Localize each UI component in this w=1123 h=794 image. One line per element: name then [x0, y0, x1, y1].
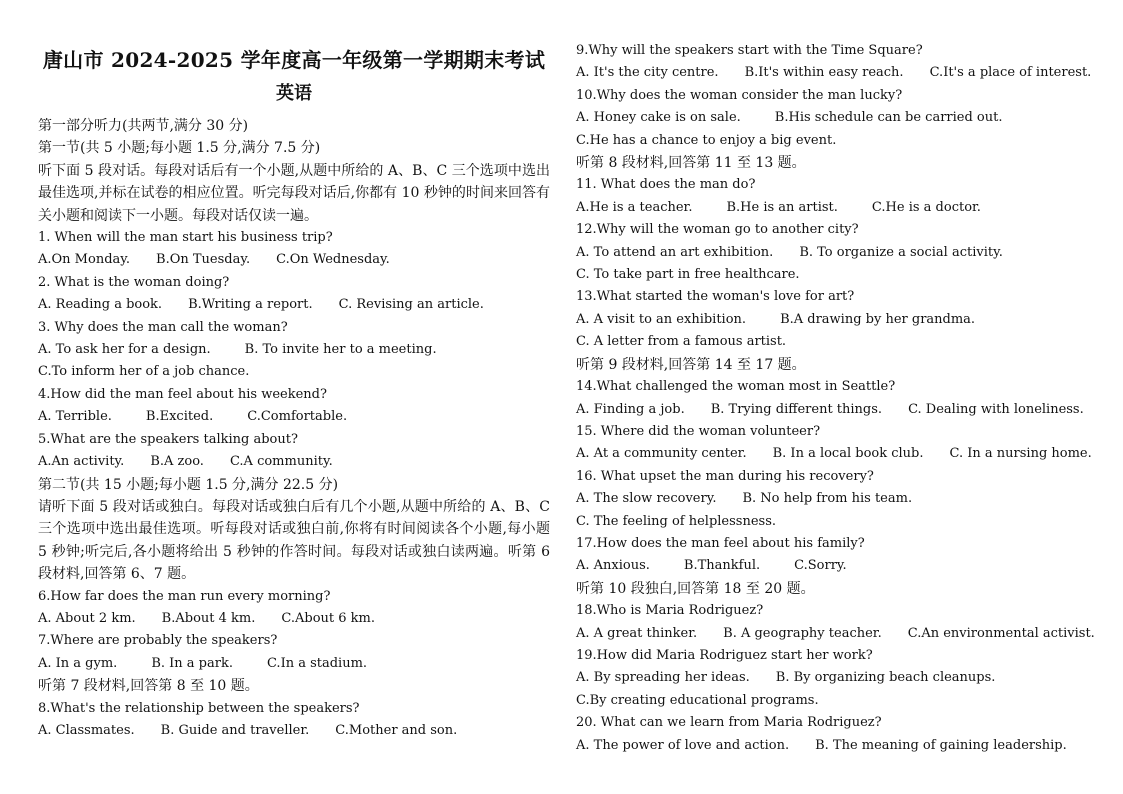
option-c: C.In a stadium. [266, 655, 368, 671]
option-a: A. At a community center. [576, 446, 747, 462]
exam-title: 唐山市 2024-2025 学年度高一年级第一学期期末考试 [42, 48, 546, 72]
option-c: C.To inform her of a job chance. [38, 364, 250, 380]
question-18-options [576, 623, 1096, 645]
option-b: B.A zoo. [150, 454, 204, 470]
question-3-options [38, 339, 550, 361]
question-20: 20. What can we learn from Maria Rodriguez? [576, 715, 882, 731]
option-c: C.An environmental activist. [907, 625, 1095, 641]
question-13-options [576, 309, 1096, 331]
option-a: A. To ask her for a design. [38, 342, 211, 358]
option-a: A.On Monday. [38, 252, 131, 268]
question-14: 14.What challenged the woman most in Seattle? [576, 379, 896, 395]
option-b: B.It's within easy reach. [744, 65, 904, 81]
option-a: A. Anxious. [576, 558, 650, 574]
segment-10-heading: 听第 10 段独白,回答第 18 至 20 题。 [576, 580, 815, 597]
option-b: B.He is an artist. [726, 199, 838, 215]
option-a: A. Honey cake is on sale. [576, 110, 741, 126]
option-a: A. By spreading her ideas. [576, 670, 750, 686]
option-c: C.He is a doctor. [871, 199, 981, 215]
question-7-options [38, 653, 550, 675]
question-5-options [38, 451, 550, 473]
question-16-options [576, 488, 1096, 510]
question-12: 12.Why will the woman go to another city? [576, 222, 859, 238]
section2-heading: 第二节(共 15 小题;每小题 1.5 分,满分 22.5 分) [38, 476, 339, 493]
segment-9-heading: 听第 9 段材料,回答第 14 至 17 题。 [576, 356, 806, 373]
segment-8-heading: 听第 8 段材料,回答第 11 至 13 题。 [576, 155, 806, 172]
question-11: 11. What does the man do? [576, 177, 756, 193]
option-b: B.A drawing by her grandma. [780, 311, 976, 327]
option-b: B.Thankful. [683, 558, 761, 574]
question-15-options [576, 443, 1096, 465]
question-11-options [576, 197, 1096, 219]
question-8: 8.What's the relationship between the speakers? [38, 700, 360, 716]
option-c: C.A community. [229, 454, 333, 470]
option-b: B. To organize a social activity. [799, 244, 1003, 260]
option-c: C. A letter from a famous artist. [576, 334, 787, 350]
option-b: B. To invite her to a meeting. [244, 342, 437, 358]
option-c: C. Revising an article. [338, 297, 484, 313]
question-16: 16. What upset the man during his recovery? [576, 468, 874, 484]
option-b: B.Excited. [145, 409, 214, 425]
option-b: B.About 4 km. [161, 610, 256, 626]
option-b: B. The meaning of gaining leadership. [815, 737, 1067, 753]
question-10: 10.Why does the woman consider the man lucky? [576, 87, 903, 103]
option-b: B. By organizing beach cleanups. [775, 670, 996, 686]
option-b: B.On Tuesday. [156, 252, 251, 268]
option-c: C.About 6 km. [281, 610, 375, 626]
option-b: B.His schedule can be carried out. [774, 110, 1003, 126]
option-c: C.On Wednesday. [276, 252, 390, 268]
question-6-options [38, 608, 550, 630]
question-9: 9.Why will the speakers start with the Time Square? [576, 43, 923, 58]
question-19: 19.How did Maria Rodriguez start her work? [576, 647, 873, 663]
subject-title: 英语 [276, 83, 312, 104]
option-a: A. It's the city centre. [576, 65, 719, 81]
question-7: 7.Where are probably the speakers? [38, 633, 278, 649]
option-c: C. The feeling of helplessness. [576, 513, 777, 529]
section1-instructions: 听下面 5 段对话。每段对话后有一个小题,从题中所给的 A、B、C 三个选项中选出最佳选项,并标在试卷的相应位置。听完每段对话后,你都有 10 秒钟的时间来回答有关小题和阅读下一小题。每段对话仅读一遍。 [38, 162, 550, 224]
option-c: C. In a nursing home. [949, 446, 1092, 462]
question-17-options [576, 555, 1096, 577]
question-1-options [38, 249, 550, 271]
option-a: A. The power of love and action. [576, 737, 790, 753]
question-20-options [576, 735, 1096, 757]
question-5: 5.What are the speakers talking about? [38, 431, 298, 447]
question-15: 15. Where did the woman volunteer? [576, 423, 821, 439]
option-c: C.He has a chance to enjoy a big event. [576, 132, 837, 148]
option-a: A.He is a teacher. [576, 199, 693, 215]
option-a: A. Reading a book. [38, 297, 163, 313]
segment-7-heading: 听第 7 段材料,回答第 8 至 10 题。 [38, 678, 259, 695]
question-2-options [38, 294, 550, 316]
question-19-options [576, 667, 1096, 689]
question-13: 13.What started the woman's love for art? [576, 289, 855, 305]
question-18: 18.Who is Maria Rodriguez? [576, 603, 764, 619]
question-12-options [576, 242, 1096, 264]
part1-heading: 第一部分听力(共两节,满分 30 分) [38, 118, 249, 134]
option-b: B.Writing a report. [188, 297, 313, 313]
question-9-options [576, 62, 1096, 84]
option-c: C.Comfortable. [247, 409, 348, 425]
option-a: A. Finding a job. [576, 401, 685, 417]
option-a: A. Terrible. [38, 409, 112, 425]
option-a: A. To attend an art exhibition. [576, 244, 774, 260]
option-c: C.By creating educational programs. [576, 692, 819, 708]
option-c: C. Dealing with loneliness. [908, 401, 1084, 417]
option-b: B. Guide and traveller. [160, 722, 310, 738]
option-c: C.Mother and son. [335, 722, 458, 738]
option-b: B. In a park. [151, 655, 233, 671]
question-8-options [38, 720, 550, 742]
option-a: A. A visit to an exhibition. [576, 311, 747, 327]
question-3: 3. Why does the man call the woman? [38, 319, 288, 335]
option-b: B. In a local book club. [772, 446, 924, 462]
question-6: 6.How far does the man run every morning? [38, 588, 331, 604]
question-10-options [576, 107, 1096, 129]
option-a: A. The slow recovery. [576, 491, 717, 507]
option-a: A. Classmates. [38, 722, 135, 738]
option-b: B. Trying different things. [710, 401, 883, 417]
section1-heading: 第一节(共 5 小题;每小题 1.5 分,满分 7.5 分) [38, 140, 321, 157]
option-c: C.Sorry. [794, 558, 847, 574]
section2-instructions: 请听下面 5 段对话或独白。每段对话或独白后有几个小题,从题中所给的 A、B、C 三个选项中选出最佳选项。听每段对话或独白前,你将有时间阅读各个小题,每小题 5 秒钟;听完后,各小题将给出 5 秒钟的作答时间。每段对话或独白读两遍。听第 6 段材料,回答第 6、7 题。 [38, 498, 550, 583]
option-a: A.An activity. [38, 454, 125, 470]
question-4: 4.How did the man feel about his weekend? [38, 386, 327, 402]
option-b: B. A geography teacher. [723, 625, 882, 641]
option-a: A. About 2 km. [38, 610, 136, 626]
option-c: C. To take part in free healthcare. [576, 267, 800, 283]
option-c: C.It's a place of interest. [929, 65, 1092, 81]
option-b: B. No help from his team. [742, 491, 913, 507]
question-14-options [576, 399, 1096, 421]
option-a: A. In a gym. [38, 655, 118, 671]
right-column [576, 40, 1096, 757]
question-2: 2. What is the woman doing? [38, 274, 230, 290]
option-a: A. A great thinker. [576, 625, 698, 641]
question-17: 17.How does the man feel about his family? [576, 535, 865, 551]
question-4-options [38, 406, 550, 428]
question-1: 1. When will the man start his business trip? [38, 230, 333, 246]
left-column [38, 40, 550, 742]
